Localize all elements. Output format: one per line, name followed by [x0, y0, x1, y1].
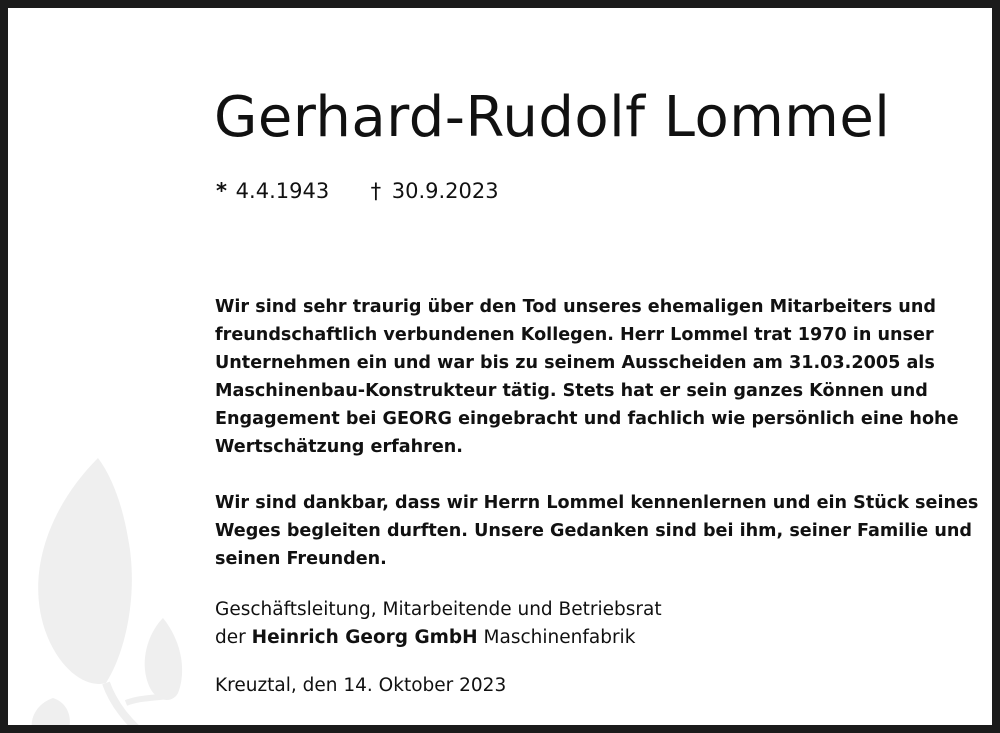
birth-symbol: *: [216, 179, 227, 203]
signature-block: [215, 596, 662, 652]
cross-icon: †: [370, 179, 382, 203]
paragraph-gratitude: [215, 489, 979, 573]
life-dates: [216, 179, 499, 204]
signature-line-2: [215, 624, 662, 652]
text-line: Wir sind sehr traurig über den Tod unseres ehemaligen Mitarbeiters und: [215, 297, 936, 317]
death-date: 30.9.2023: [391, 179, 499, 203]
signature-prefix: der: [215, 627, 246, 648]
text-line: Weges begleiten durften. Unsere Gedanken sind bei ihm, seiner Familie und: [215, 521, 973, 541]
text-line: Wir sind dankbar, dass wir Herrn Lommel kennenlernen und ein Stück seines: [215, 493, 979, 513]
text-line: Wertschätzung erfahren.: [215, 437, 463, 457]
condolence-text: [215, 293, 979, 573]
signature-suffix: Maschinenfabrik: [483, 627, 636, 648]
leaf-branch-icon: [28, 448, 228, 733]
signature-line-1: Geschäftsleitung, Mitarbeitende und Betriebsrat: [215, 599, 662, 620]
text-line: Unternehmen ein und war bis zu seinem Ausscheiden am 31.03.2005 als: [215, 353, 935, 373]
text-line: Engagement bei GEORG eingebracht und fachlich wie persönlich eine hohe: [215, 409, 959, 429]
text-line: freundschaftlich verbundenen Kollegen. Herr Lommel trat 1970 in unser: [215, 325, 934, 345]
deceased-name: Gerhard-Rudolf Lommel: [214, 85, 891, 150]
place-and-date: Kreuztal, den 14. Oktober 2023: [215, 675, 507, 696]
birth-date: 4.4.1943: [235, 179, 330, 203]
text-line: seinen Freunden.: [215, 549, 387, 569]
text-line: Maschinenbau-Konstrukteur tätig. Stets hat er sein ganzes Können und: [215, 381, 928, 401]
paragraph-tribute: [215, 293, 960, 461]
company-name: Heinrich Georg GmbH: [251, 627, 478, 648]
